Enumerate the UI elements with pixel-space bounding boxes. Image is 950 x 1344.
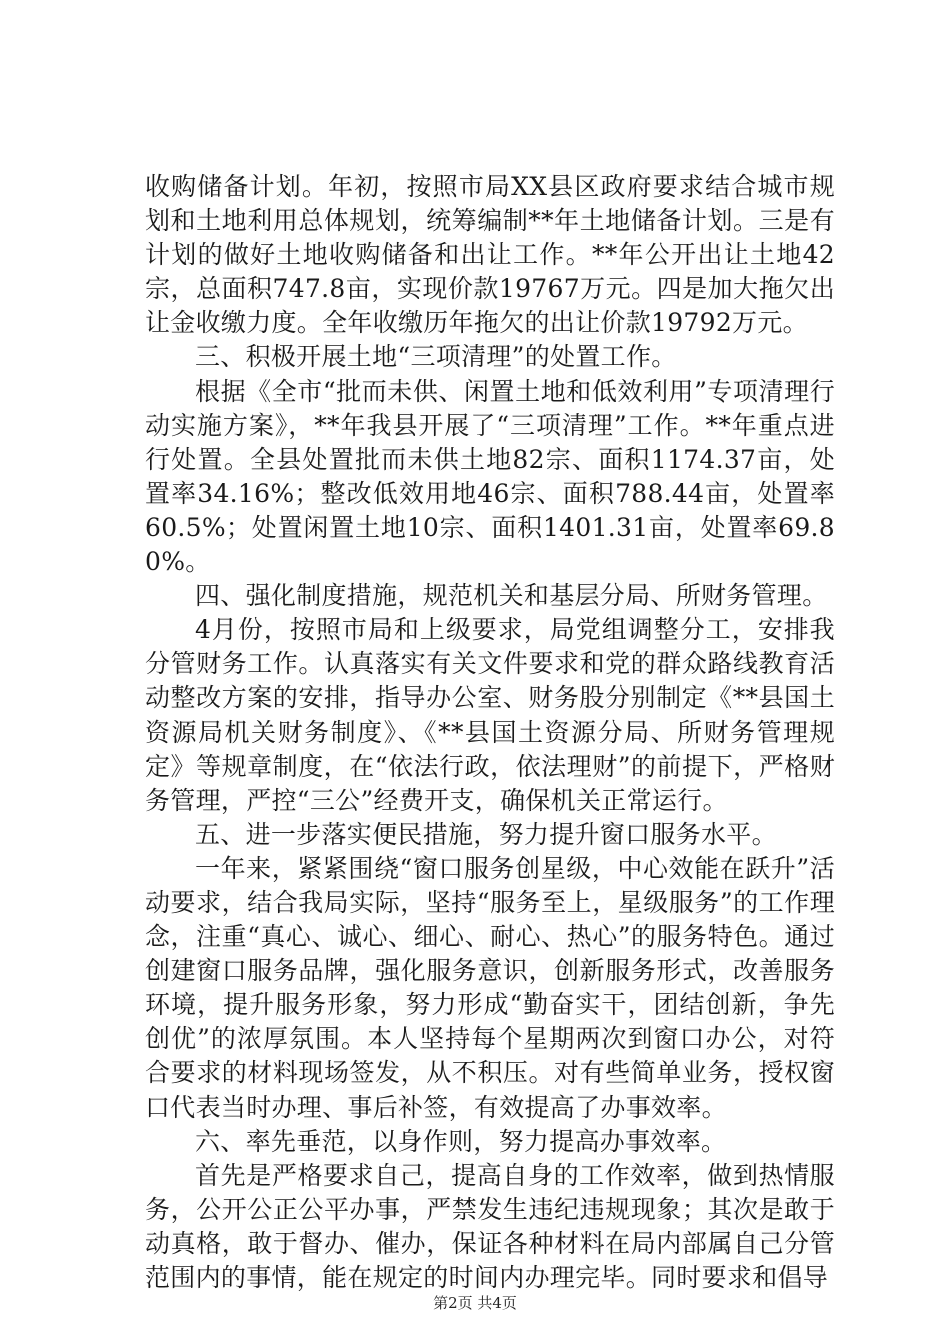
section-heading: 五、进一步落实便民措施，努力提升窗口服务水平。 <box>195 819 777 849</box>
paragraph: 根据《全市“批而未供、闲置土地和低效利用”专项清理行动实施方案》，**年我县开展了“三项清理”工作。**年重点进行处置。全县处置批而未供土地82宗、面积1174.37亩，处置率34.16%；整改低效用地46宗、面积788.44亩，处置率60.5%；处置闲置土地10宗、面积1401.31亩，处置率69.80%。 <box>145 376 835 577</box>
page-number-footer: 第2页 共4页 <box>433 1294 517 1312</box>
document-body <box>145 170 835 1295</box>
section-heading: 四、强化制度措施，规范机关和基层分局、所财务管理。 <box>195 581 828 611</box>
section-heading: 六、率先垂范，以身作则，努力提高办事效率。 <box>195 1126 727 1156</box>
paragraph: 收购储备计划。年初，按照市局XX县区政府要求结合城市规划和土地利用总体规划，统筹编制**年土地储备计划。三是有计划的做好土地收购储备和出让工作。**年公开出让土地42宗，总面积747.8亩，实现价款19767万元。四是加大拖欠出让金收缴力度。全年收缴历年拖欠的出让价款19792万元。 <box>145 172 835 338</box>
paragraph: 首先是严格要求自己，提高自身的工作效率，做到热情服务，公开公正公平办事，严禁发生违纪违规现象；其次是敢于动真格，敢于督办、催办，保证各种材料在局内部属自己分管范围内的事情，能在规定的时间内办理完毕。同时要求和倡导 <box>145 1160 835 1292</box>
paragraph: 一年来，紧紧围绕“窗口服务创星级，中心效能在跃升”活动要求，结合我局实际，坚持“服务至上，星级服务”的工作理念，注重“真心、诚心、细心、耐心、热心”的服务特色。通过创建窗口服务品牌，强化服务意识，创新服务形式，改善服务环境，提升服务形象，努力形成“勤奋实干，团结创新，争先创优”的浓厚氛围。本人坚持每个星期两次到窗口办公，对符合要求的材料现场签发，从不积压。对有些简单业务，授权窗口代表当时办理、事后补签，有效提高了办事效率。 <box>145 853 835 1122</box>
section-heading: 三、积极开展土地“三项清理”的处置工作。 <box>195 342 677 372</box>
paragraph: 4月份，按照市局和上级要求，局党组调整分工，安排我分管财务工作。认真落实有关文件要求和党的群众路线教育活动整改方案的安排，指导办公室、财务股分别制定《**县国土资源局机关财务制度》、《**县国土资源分局、所财务管理规定》等规章制度，在“依法行政，依法理财”的前提下，严格财务管理，严控“三公”经费开支，确保机关正常运行。 <box>145 615 835 815</box>
